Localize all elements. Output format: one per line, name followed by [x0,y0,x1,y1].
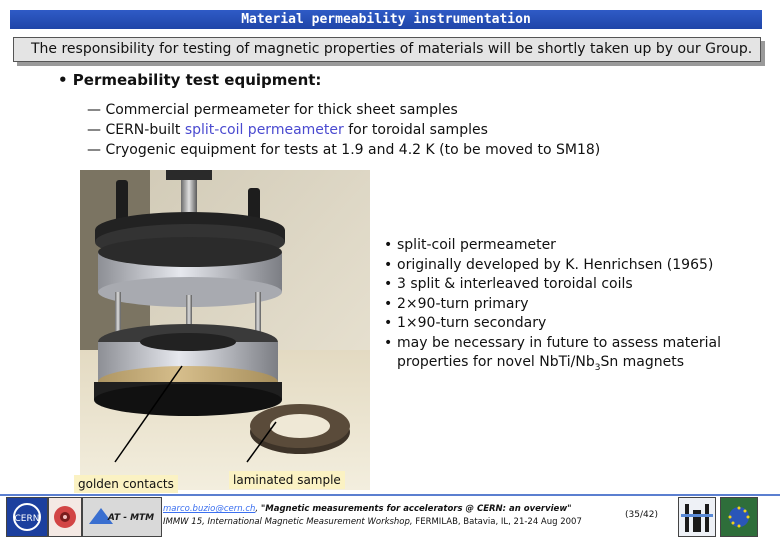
footer-divider [0,494,780,496]
feature-bullet-continuation: properties for novel NbTi/$Nb_3Sn$ magnets [397,354,685,373]
feature-bullet: • 1×90-turn secondary [384,315,547,331]
eu-logo [720,497,758,537]
email-link[interactable]: marco.buzio@cern.ch [163,504,256,514]
feature-bullet: • may be necessary in future to assess material [384,334,722,351]
workshop-name: IMMW 15, International Magnetic Measurement Workshop, [163,517,413,527]
cern-logo [6,497,48,537]
split-coil-link-text: split-coil permeameter [184,122,344,138]
laminated-sample-label: laminated sample [229,471,345,489]
feature-bullet: • split-coil permeameter [384,237,556,253]
section-heading: • Permeability test equipment: [58,71,322,89]
feature-bullet: • 3 split & interleaved toroidal coils [384,276,633,292]
venue: FERMILAB, Batavia, IL, 21-24 Aug 2007 [412,517,582,527]
svg-text:AT - MTM: AT - MTM [107,513,155,523]
equipment-list [87,100,600,160]
feature-bullets [384,236,721,378]
feature-bullet: • originally developed by K. Henrichsen (1965) [384,256,714,273]
svg-text:CERN: CERN [14,514,40,524]
talk-title: "Magnetic measurements for accelerators @ CERN: an overview" [260,504,572,514]
magnet-logo [48,497,82,537]
page-number: (35/42) [625,510,658,520]
at-mtm-logo [82,497,162,537]
feature-bullet: • 2×90-turn primary [384,295,529,312]
footer-text: marco.buzio@cern.ch, "Magnetic measurements for accelerators @ CERN: an overview" IMMW 15, International Magnetic Measurement Workshop, FERMILAB, Batavia, IL, 21-24 Aug 2007 [163,504,582,527]
equipment-item: — CERN-built split-coil permeameter for toroidal samples [87,122,488,138]
permeameter-photo [80,170,370,490]
equipment-item: — Cryogenic equipment for tests at 1.9 and 4.2 K (to be moved to SM18) [87,142,601,158]
subtitle-text: The responsibility for testing of magnetic properties of materials will be shortly taken up by our Group. [31,41,753,57]
equipment-item: — Commercial permeameter for thick sheet samples [87,102,458,118]
fermilab-logo [678,497,716,537]
subtitle-box [13,37,761,62]
slide-title: Material permeability instrumentation [10,10,762,29]
golden-contacts-label: golden contacts [74,475,178,493]
